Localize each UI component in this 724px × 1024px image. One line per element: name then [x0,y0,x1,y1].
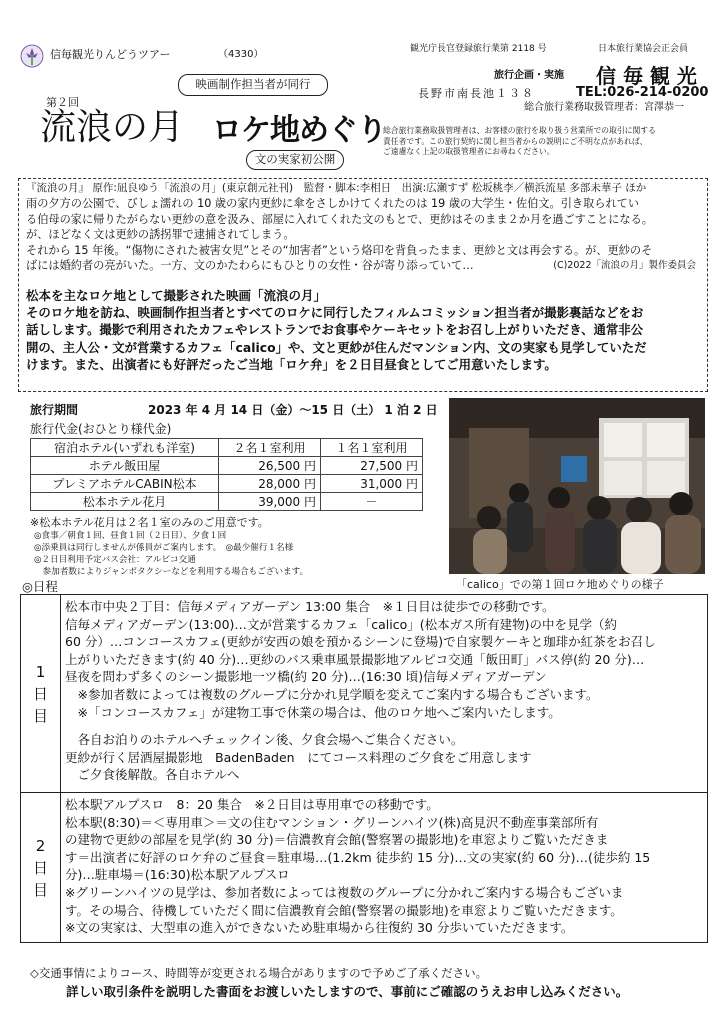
location-photo [449,398,705,574]
synopsis-line: それから 15 年後。“傷物にされた被害女児”とその“加害者”という烙印を背負ったまま、更紗と文は再会する。が、更紗のそ [26,243,653,257]
film-credits: 『流浪の月』 原作:凪良ゆう「流浪の月」(東京創元社刊) 監督・脚本:李相日 出演:広瀬すず 松坂桃李／横浜流星 多部未華子 ほか [26,182,647,194]
synopsis-line [26,258,706,274]
schedule-line: 上がりいただきます(約 40 分)…更紗のバス乗車風景撮影地アルピコ交通「飯田町」バス停(約 20 分)… [65,651,645,667]
price-single: 27,500 円 [321,457,423,475]
license: 観光庁長官登録旅行業第 2118 号 [410,44,547,54]
day-label: 1 [35,662,46,681]
synopsis-line: 雨の夕方の公園で、びしょ濡れの 10 歳の家内更紗に傘をさしかけてくれたのは 19 歳の大学生・佐伯文。引き取られてい [26,197,640,210]
synopsis [26,181,706,374]
table-header: 宿泊ホテル(いずれも洋室) [31,439,219,457]
schedule-line [65,721,703,731]
day-content [61,793,708,943]
price-note: ※松本ホテル花月は２名１室のみのご用意です。 [30,516,269,529]
day-label-cell [21,793,61,943]
day-label: 日 [32,684,48,703]
schedule-line: ※文の実家は、大型車の進入ができないため駐車場から往復約 30 分歩いていただきます。 [65,920,574,936]
logo-icon [20,44,44,68]
company-name: 信 毎 観 光 [596,64,697,88]
day-label: 目 [32,706,48,725]
table-header-row [31,439,423,457]
travel-note: ◎食事／朝食１回、昼食１回（２日目）、夕食１回 [34,531,227,541]
schedule-line: 各自お泊りのホテルへチェックイン後、夕食会場へご集合ください。 [65,732,464,748]
period-label: 旅行期間 [30,403,79,417]
schedule-line: 松本駅アルプスロ 8：20 集合 ※２日目は専用車での移動です。 [65,797,439,812]
synopsis-line: が、ほどなく文は更紗の誘拐罪で逮捕されてしまう。 [26,228,295,241]
bubble-bottom-text: 文の実家初公開 [254,152,336,166]
organizer-label: 旅行企画・実施 [494,70,564,81]
body-line: 話しします。撮影で利用されたカフェやレストランでお食事やケーキセットをお召し上がりいただき、通常非公 [26,322,644,338]
price-double: 28,000 円 [219,475,321,493]
table-header: １名１室利用 [321,439,423,457]
price-label: 旅行代金(おひとり様代金) [30,422,172,436]
day-label: 2 [35,836,46,855]
table-header: ２名１室利用 [219,439,321,457]
manager: 総合旅行業務取扱管理者：宮澤恭一 [524,102,684,113]
hotel-name: プレミアホテルCABIN松本 [31,475,219,493]
travel-note: ◎２日目利用予定バス会社：アルピコ交通 [34,555,196,565]
body-line: そのロケ地を訪ね、映画制作担当者とすべてのロケに同行したフィルムコミッション担当者が撮影裏話などをお [26,304,644,320]
phone: TEL:026-214-0200 [576,85,709,100]
schedule-line: ※グリーンハイツの見学は、参加者数によっては複数のグループに分かれご案内する場合もございま [65,884,624,900]
price-single: － [321,493,423,511]
travel-note: 参加者数によりジャンボタクシーなどを利用する場合もございます。 [34,567,309,577]
body-line: 開の、主人公・文が営業するカフェ「calico」や、文と更紗が住んだマンション内、文の実家も見学していただ [26,339,647,355]
body-line: けます。また、出演者にも好評だったご当地「ロケ弁」を２日目昼食としてご用意いたします。 [26,357,557,373]
schedule-line: 60 分）…コンコースカフェ(更紗が安西の娘を預かるシーンに登場)で自家製ケーキと珈琲か紅茶をお召し [65,634,656,650]
schedule-line: ご夕食後解散。各自ホテルへ [65,767,240,783]
body-text [26,304,706,374]
table-row [31,493,423,511]
schedule-table [20,594,708,943]
day-label: 目 [32,880,48,899]
footer-main: 詳しい取引条件を説明した書面をお渡しいたしますので、事前にご確認のうえお申し込みください。 [66,984,629,999]
sub-title: ロケ地めぐり [212,113,386,148]
tour-line: 信毎観光りんどうツアー [50,48,171,61]
bubble-top-text: 映画制作担当者が同行 [195,77,311,91]
synopsis-line: る伯母の家に帰りたがらない更紗の意を汲み、部屋に入れてくれた文のもとで、更紗はそのまま２か月を過ごすことになる。 [26,212,653,226]
edition: 第２回 [46,96,79,109]
schedule-line: 松本市中央２丁目：信毎メディアガーデン 13:00 集合 ※１日目は徒歩での移動です。 [65,599,555,614]
footer-note: ◇交通事情によりコース、時間等が変更される場合がありますので予めご了承ください。 [30,966,488,980]
price-single: 31,000 円 [321,475,423,493]
schedule-line: ※参加者数によっては複数のグループに分かれ見学順を変えてご案内する場合もございます。 [65,686,599,702]
table-row [31,475,423,493]
schedule-line: の建物で更紗の部屋を見学(約 30 分)＝信濃教育会館(警察署の撮影地)を車窓よりご覧いただきま [65,832,609,848]
bubble-bottom [246,150,344,170]
table-row [31,457,423,475]
photo-caption: 「calico」での第１回ロケ地めぐりの様子 [456,578,664,591]
notice-line: 総合旅行業務取扱管理者は、お客様の旅行を取り扱う営業所での取引に関する [383,126,656,135]
price-table [30,438,423,511]
price-double: 39,000 円 [219,493,321,511]
headline: 松本を主なロケ地として撮影された映画「流浪の月」 [26,287,327,303]
association: 日本旅行業協会正会員 [598,44,689,54]
synopsis-line-text: ばには婚約者の亮がいた。一方、文のかたわらにもひとりの女性・谷が寄り添っていて… [26,259,474,272]
hotel-name: ホテル飯田屋 [31,457,219,475]
notice-line: ご遠慮なく上記の取扱管理者にお尋ねください。 [383,147,555,156]
schedule-line: 更紗が行く居酒屋撮影地 BadenBaden にてコース料理のご夕食をご用意します [65,749,532,765]
schedule-line: す。その場合、待機していただく間に信濃教育会館(警察署の撮影地)を車窓よりご覧いただきます。 [65,902,623,918]
travel-note: ◎添乗員は同行しませんが係員がご案内します。 ◎最少催行１名様 [34,543,294,553]
period-value: 2023 年 4 月 14 日（金）～15 日（土） 1 泊 2 日 [148,403,438,417]
schedule-line: ※「コンコースカフェ」が建物工事で休業の場合は、他のロケ地へご案内いたします。 [65,704,561,720]
tour-code: （4330） [218,49,264,60]
schedule-label: ◎日程 [22,579,58,594]
schedule-line: 分)…駐車場＝(16:30)松本駅アルプスロ [65,867,290,883]
hotel-name: 松本ホテル花月 [31,493,219,511]
notice-line: 責任者です。この旅行契約に関し担当者からの説明にご不明な点があれば、 [383,136,648,146]
day-content [61,595,708,793]
main-title: 流浪の月 [40,107,185,148]
bubble-top [178,74,328,96]
day-row [21,793,708,943]
schedule-line: 信毎メディアガーデン(13:00)…文が営業するカフェ「calico」(松本ガス所有建物)の中を見学（約 [65,616,618,632]
synopsis-text [26,196,706,274]
address: 長野市南長池１３８ [418,87,535,100]
day-label-cell [21,595,61,793]
price-double: 26,500 円 [219,457,321,475]
schedule-line: す＝出演者に好評のロケ弁のご昼食＝駐車場…(1.2km 徒歩約 15 分)…文の実家(約 60 分)…(徒歩約 15 [65,849,651,865]
manager-notice [383,126,656,158]
schedule-line: 昼夜を問わず多くのシーン撮影地一ツ橋(約 20 分)…(16:30 頃)信毎メディアガーデン [65,669,547,685]
schedule-line: 松本駅(8:30)＝＜専用車＞＝文の住むマンション・グリーンハイツ(株)高見沢不動産事業部所有 [65,814,599,830]
day-label: 日 [32,858,48,877]
copyright: (C)2022「流浪の月」製作委員会 [553,260,696,271]
travel-notes [34,530,308,578]
day-row [21,595,708,793]
